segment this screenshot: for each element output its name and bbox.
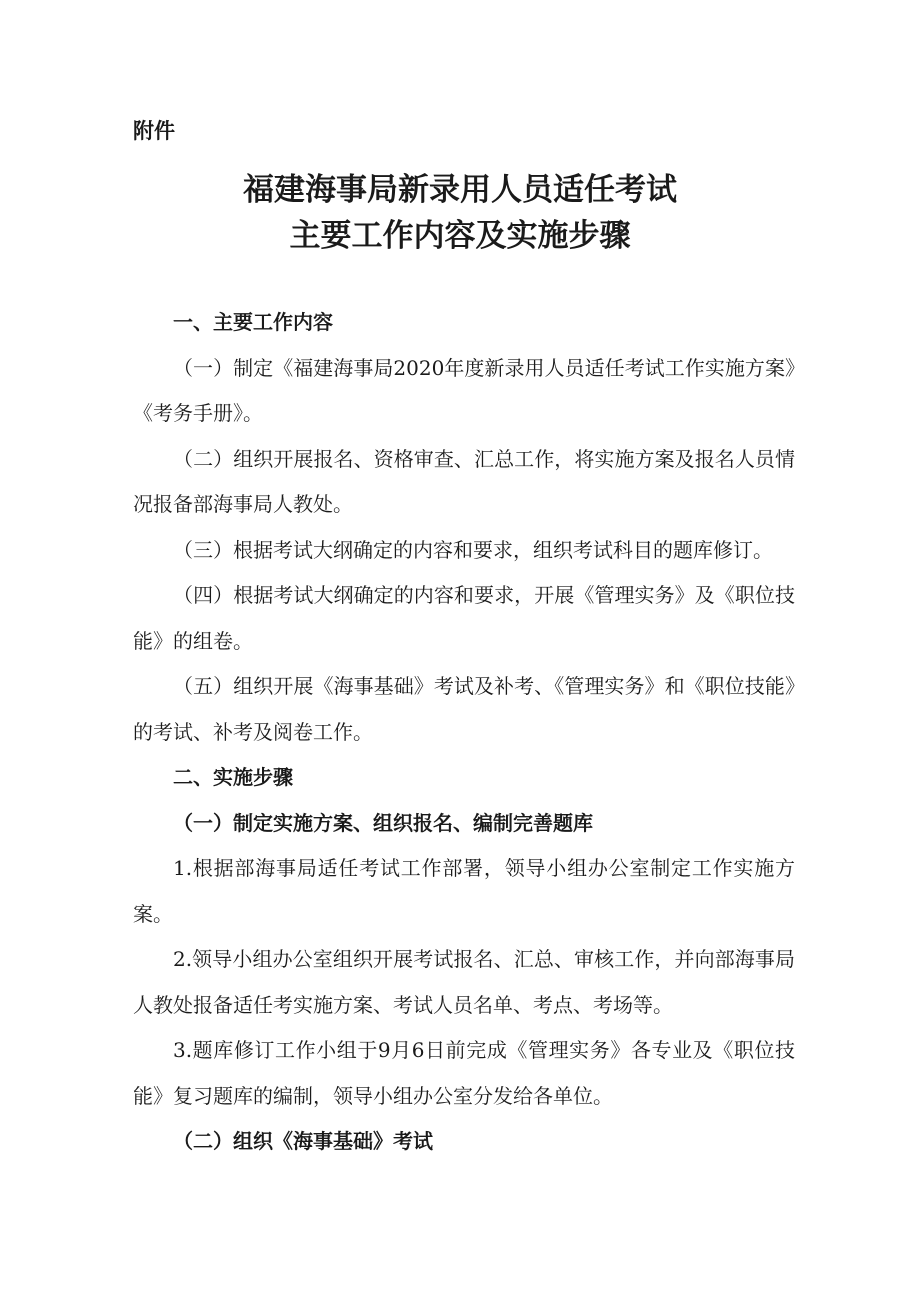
paragraph-item-2: （二）组织开展报名、资格审查、汇总工作，将实施方案及报名人员情况报备部海事局人教处。 [133, 446, 795, 516]
document-body [133, 300, 795, 1165]
subsection-heading-maritime-basics-exam: （二）组织《海事基础》考试 [173, 1129, 433, 1153]
section-heading-main-work: 一、主要工作内容 [173, 310, 333, 334]
paragraph-item-1: （一）制定《福建海事局2020年度新录用人员适任考试工作实施方案》《考务手册》。 [133, 355, 795, 425]
document-title-line-1: 福建海事局新录用人员适任考试 [243, 172, 677, 208]
step-item-3: 3.题库修订工作小组于9月6日前完成《管理实务》各专业及《职位技能》复习题库的编制，领导小组办公室分发给各单位。 [133, 1038, 795, 1108]
step-item-2: 2.领导小组办公室组织开展考试报名、汇总、审核工作，并向部海事局人教处报备适任考实施方案、考试人员名单、考点、考场等。 [133, 947, 795, 1017]
paragraph-item-4: （四）根据考试大纲确定的内容和要求，开展《管理实务》及《职位技能》的组卷。 [133, 583, 795, 653]
attachment-label: 附件 [133, 119, 175, 143]
step-item-1: 1.根据部海事局适任考试工作部署，领导小组办公室制定工作实施方案。 [133, 856, 795, 926]
paragraph-item-3: （三）根据考试大纲确定的内容和要求，组织考试科目的题库修订。 [173, 537, 773, 562]
document-title-line-2: 主要工作内容及实施步骤 [289, 218, 631, 254]
section-heading-implementation-steps: 二、实施步骤 [173, 765, 293, 789]
paragraph-item-5: （五）组织开展《海事基础》考试及补考、《管理实务》和《职位技能》的考试、补考及阅卷工作。 [133, 674, 795, 744]
subsection-heading-plan-registration: （一）制定实施方案、组织报名、编制完善题库 [173, 810, 593, 835]
